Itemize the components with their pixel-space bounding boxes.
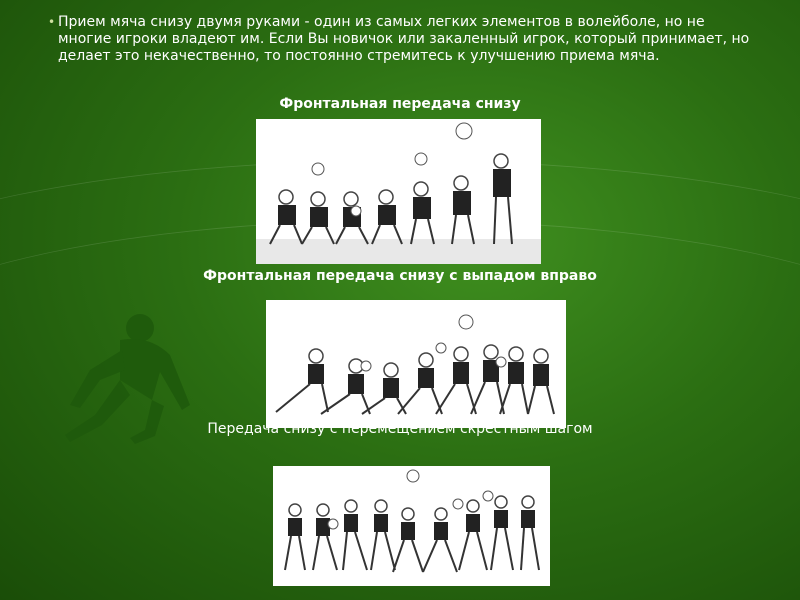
figure-image bbox=[273, 466, 550, 586]
figure-caption: Фронтальная передача снизу bbox=[279, 96, 521, 112]
bullet-dot-icon: • bbox=[48, 15, 56, 29]
figure-image bbox=[266, 300, 566, 428]
bullet-paragraph bbox=[48, 14, 758, 65]
figure-caption: Фронтальная передача снизу с выпадом вправо bbox=[203, 268, 597, 284]
figure-image bbox=[256, 119, 541, 264]
figure-caption: Передача снизу с перемещением скрестным шагом bbox=[207, 421, 593, 437]
bullet-text: Прием мяча снизу двумя руками - один из самых легких элементов в волейболе, но не многие игроки владеют им. Если Вы новичок или закаленный игрок, который принимает, но делает это некачественно, то постоянно стремитесь к улучшению приема мяча. bbox=[58, 14, 750, 64]
